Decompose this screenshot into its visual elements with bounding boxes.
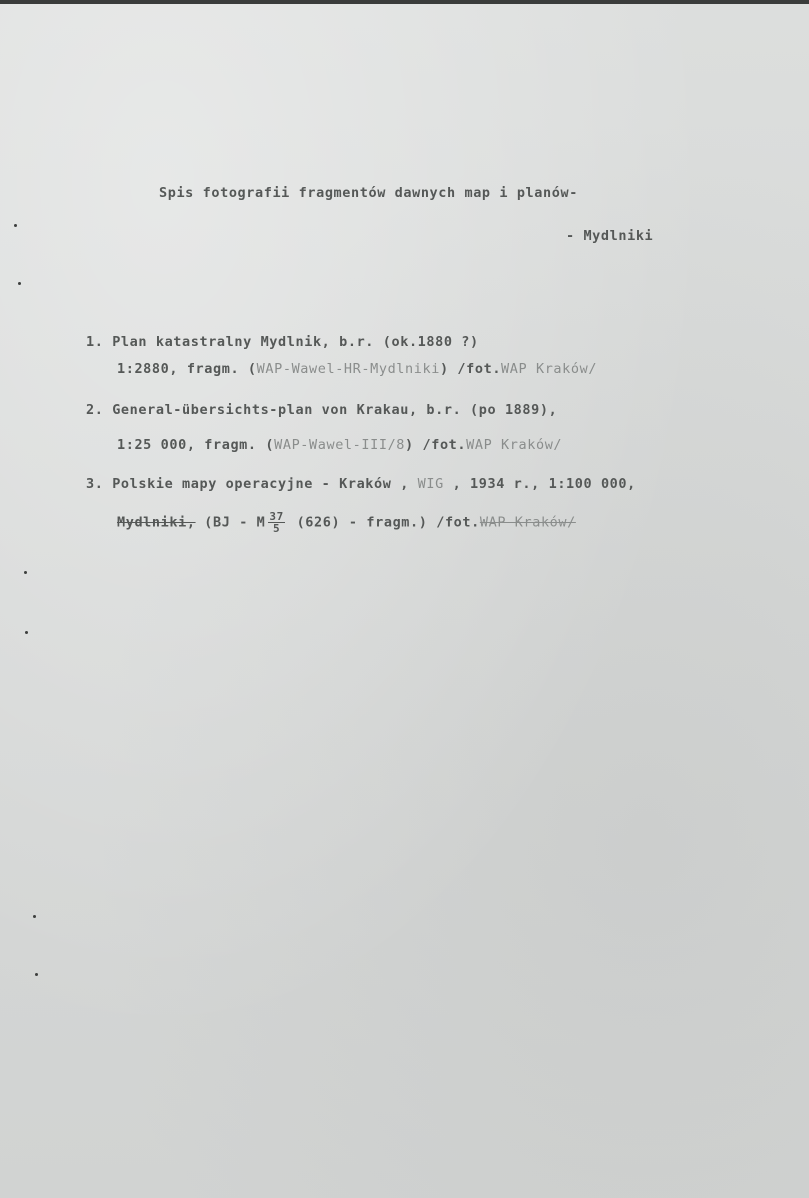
item-2-number: 2.	[86, 402, 104, 418]
item-2-line-1	[86, 402, 557, 418]
item-3-description: Polskie mapy operacyjne - Kraków ,	[112, 476, 418, 492]
scan-speck	[18, 282, 21, 285]
item-2-photo-city: Kraków/	[492, 437, 563, 453]
item-1-description: Plan katastralny Mydlnik, b.r. (ok.1880 ?)	[112, 334, 479, 350]
item-3-fragment: (626) - fragm.)	[287, 514, 437, 531]
item-2-description: General-übersichts-plan von Krakau, b.r. (po 1889),	[112, 402, 558, 418]
item-2-photo-wap: WAP	[466, 437, 493, 453]
item-2-archive: WAP-Wawel-III/8	[274, 437, 406, 453]
item-3-signature-fraction	[268, 511, 284, 534]
item-2-paren: )	[405, 437, 414, 453]
document-title: Spis fotografii fragmentów dawnych map i planów-	[159, 185, 578, 201]
item-1-photo-wap: WAP	[501, 361, 528, 377]
item-1-scale: 1:2880, fragm. (	[117, 361, 257, 377]
item-3-year-scale: , 1934 r., 1:100 000,	[443, 476, 636, 492]
item-1-paren: )	[439, 361, 449, 377]
item-1-number: 1.	[86, 334, 104, 350]
item-3-photo-source: WAP Kraków/	[479, 514, 576, 531]
item-1-line-2	[117, 361, 597, 377]
item-1-photo-city: Kraków/	[527, 361, 598, 377]
item-3-library: (BJ - M	[195, 514, 266, 531]
item-3-fraction-denominator: 5	[273, 522, 281, 535]
scan-speck	[25, 631, 28, 634]
item-3-fraction-numerator: 37	[269, 510, 284, 523]
item-2-scale: 1:25 000, fragm. (	[117, 437, 275, 453]
item-1-archive: WAP-Wawel-HR-Mydlniki	[256, 361, 440, 377]
item-2-photo-prefix: /fot.	[422, 437, 467, 453]
item-1-photo-prefix: /fot.	[457, 361, 502, 377]
scan-top-edge	[0, 0, 809, 4]
item-1-line-1	[86, 334, 479, 350]
item-2-line-2	[117, 437, 562, 453]
document-subtitle: - Mydlniki	[566, 228, 654, 244]
item-3-line-2	[117, 511, 576, 534]
item-3-place: Mydlniki,	[117, 514, 196, 531]
item-3-line-1	[86, 476, 636, 492]
scan-speck	[33, 915, 36, 918]
scan-speck	[24, 571, 27, 574]
scan-speck	[14, 224, 17, 227]
item-3-number: 3.	[86, 476, 104, 492]
scan-speck	[35, 973, 38, 976]
item-3-photo-prefix: /fot.	[436, 514, 480, 531]
item-3-publisher: WIG	[417, 476, 444, 492]
